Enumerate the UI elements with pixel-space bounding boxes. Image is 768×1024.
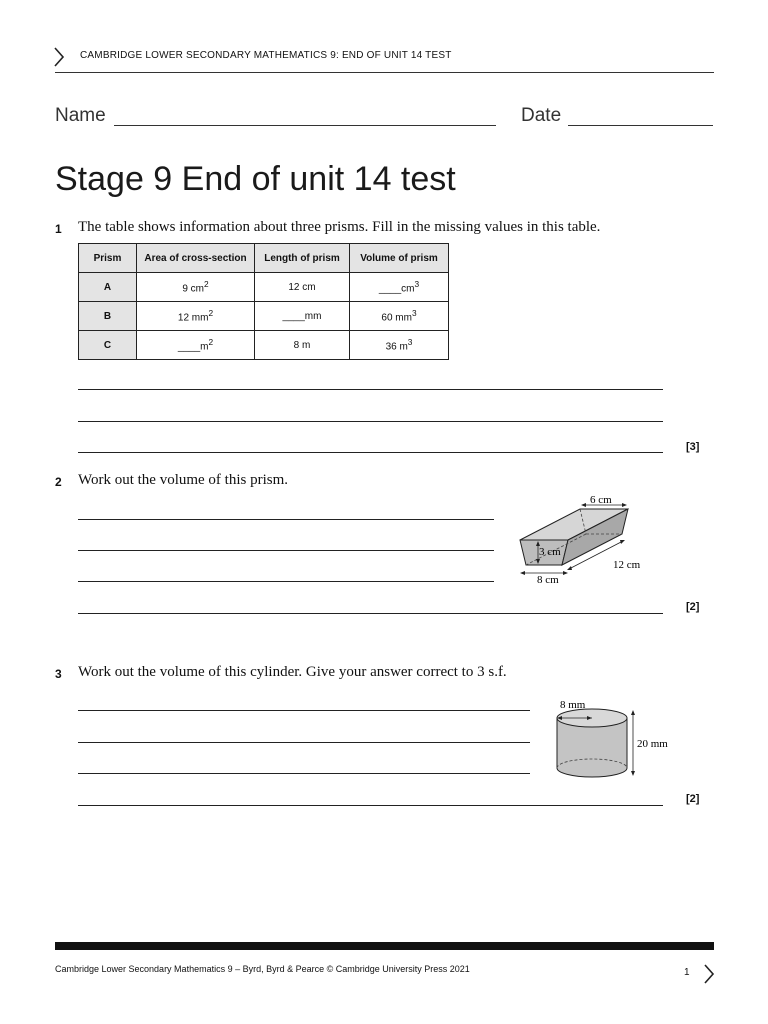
table-cell-answer[interactable]: $\_\_\_\_m^2$ (137, 331, 255, 360)
table-header: Volume of prism (350, 244, 449, 273)
page-number: 1 (684, 967, 690, 978)
table-cell: 12 cm (255, 273, 350, 302)
table-cell: 36 $m^3$ (350, 331, 449, 360)
prism-table (78, 243, 449, 360)
answer-line[interactable] (78, 421, 663, 422)
table-cell: C (79, 331, 137, 360)
footer-bar (55, 942, 714, 950)
table-cell: 9 $cm^2$ (137, 273, 255, 302)
footer-copyright: Cambridge Lower Secondary Mathematics 9 – Byrd, Byrd & Pearce © Cambridge University Press 2021 (55, 964, 470, 974)
label-length: 12 cm (613, 559, 641, 571)
label-height: 3 cm (539, 546, 561, 558)
name-field[interactable] (114, 125, 496, 126)
table-row (79, 302, 449, 331)
table-header-row (79, 244, 449, 273)
page-title: Stage 9 End of unit 14 test (55, 160, 456, 198)
prism-diagram (505, 490, 675, 590)
label-top-width: 6 cm (590, 494, 612, 506)
answer-line[interactable] (78, 581, 494, 582)
table-cell-answer[interactable]: ____mm (255, 302, 350, 331)
table-cell: 60 $mm^3$ (350, 302, 449, 331)
table-header: Length of prism (255, 244, 350, 273)
table-header: Prism (79, 244, 137, 273)
question-1-marks: [3] (686, 441, 700, 453)
table-cell: 8 m (255, 331, 350, 360)
question-1-text: The table shows information about three prisms. Fill in the missing values in this table. (78, 219, 601, 235)
question-2-marks: [2] (686, 601, 700, 613)
answer-line[interactable] (78, 519, 494, 520)
header-rule (55, 72, 714, 73)
table-row (79, 273, 449, 302)
label-cylinder-height: 20 mm (637, 738, 668, 750)
question-3-marks: [2] (686, 793, 700, 805)
answer-line[interactable] (78, 710, 530, 711)
answer-line[interactable] (78, 742, 530, 743)
cylinder-diagram (545, 690, 685, 790)
answer-line[interactable] (78, 452, 663, 453)
header-title: CAMBRIDGE LOWER SECONDARY MATHEMATICS 9: END OF UNIT 14 TEST (80, 50, 452, 61)
table-header: Area of cross-section (137, 244, 255, 273)
table-cell: 12 $mm^2$ (137, 302, 255, 331)
date-field[interactable] (568, 125, 713, 126)
chevron-right-icon[interactable] (702, 963, 716, 985)
answer-line[interactable] (78, 613, 663, 614)
question-2-text: Work out the volume of this prism. (78, 472, 289, 488)
question-2-number: 2 (55, 475, 62, 489)
table-cell: B (79, 302, 137, 331)
question-1-number: 1 (55, 222, 62, 236)
question-3-number: 3 (55, 667, 62, 681)
date-label: Date (521, 105, 562, 126)
answer-line[interactable] (78, 389, 663, 390)
answer-line[interactable] (78, 550, 494, 551)
table-cell-answer[interactable]: $\_\_\_\_cm^3$ (350, 273, 449, 302)
question-3-text: Work out the volume of this cylinder. Give your answer correct to 3 s.f. (78, 664, 507, 680)
answer-line[interactable] (78, 805, 663, 806)
table-row (79, 331, 449, 360)
label-diameter: 8 mm (560, 699, 586, 711)
table-cell: A (79, 273, 137, 302)
name-label: Name (55, 105, 106, 126)
answer-line[interactable] (78, 773, 530, 774)
label-base-width: 8 cm (537, 574, 559, 586)
chevron-right-icon (52, 46, 66, 68)
